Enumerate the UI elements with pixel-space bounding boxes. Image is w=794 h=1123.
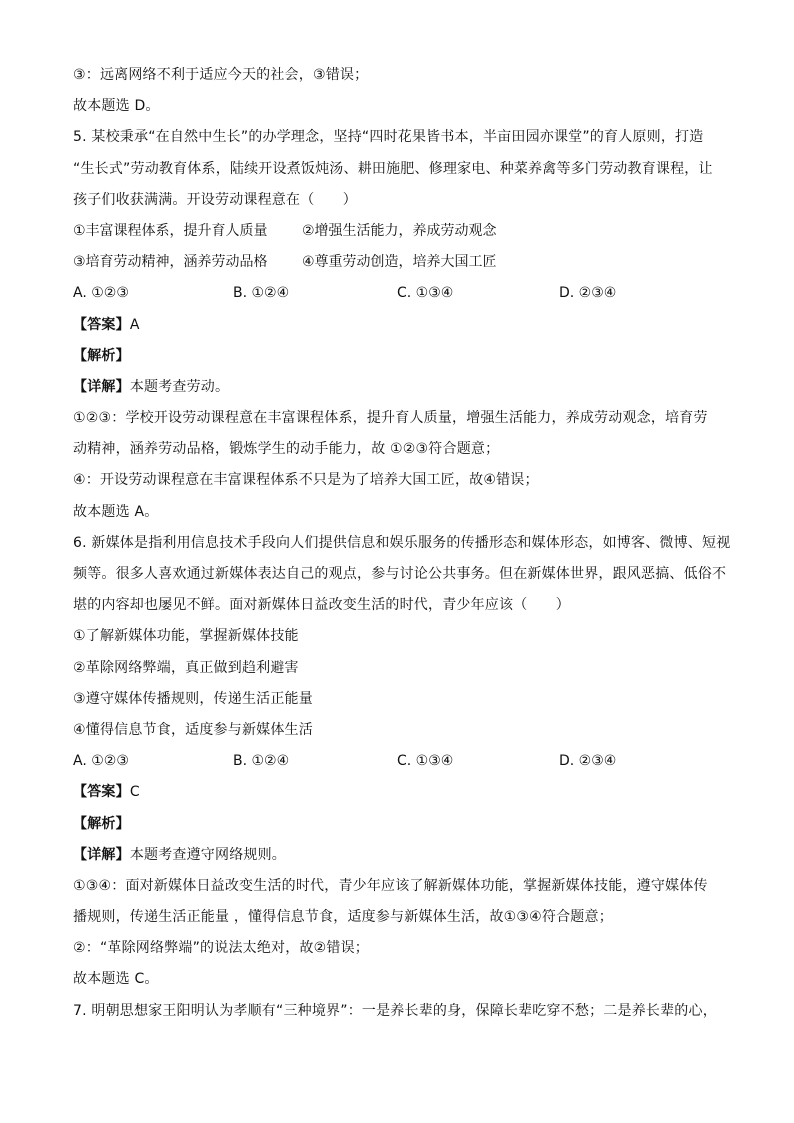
q5-options-row <box>73 278 723 309</box>
q6-item: ①了解新媒体功能，掌握新媒体技能 <box>73 628 299 645</box>
q5-option-d: D. ②③④ <box>559 285 617 302</box>
q6-item: ②革除网络弊端，真正做到趋利避害 <box>73 659 299 676</box>
q6-option-d: D. ②③④ <box>559 753 617 770</box>
q5-analysis-tag <box>73 341 723 372</box>
answer-tag: 【答案】 <box>73 784 130 801</box>
q5-explain-line: ④：开设劳动课程意在丰富课程体系不只是为了培养大国工匠，故④错误； <box>73 472 539 489</box>
q5-item: ④尊重劳动创造，培养大国工匠 <box>302 254 497 271</box>
q6-options-row <box>73 746 723 777</box>
q7-stem-line: 7. 明朝思想家王阳明认为孝顺有“三种境界”：一是养长辈的身，保障长辈吃穿不愁；二是养长辈的心， <box>73 1002 717 1019</box>
answer-tag: 【答案】 <box>73 316 130 333</box>
q5-stem-line: 孩子们收获满满。开设劳动课程意在（ ） <box>73 191 357 208</box>
q5-explain-line: ①②③：学校开设劳动课程意在丰富课程体系，提升育人质量，增强生活能力，养成劳动观念，培育劳 <box>73 410 708 427</box>
q5-explain-line: 动精神，涵养劳动品格，锻炼学生的动手能力，故 ①②③符合题意； <box>73 441 500 458</box>
q5-item: ①丰富课程体系，提升育人质量 <box>73 222 268 239</box>
q6-explain-line: ①③④：面对新媒体日益改变生活的时代，青少年应该了解新媒体功能，掌握新媒体技能，遵守媒体传 <box>73 877 708 894</box>
detail-tag: 【详解】 <box>73 378 130 395</box>
q5-items-row <box>73 216 723 247</box>
q5-item: ③培育劳动精神，涵养劳动品格 <box>73 254 268 271</box>
detail-tag: 【详解】 <box>73 846 130 863</box>
answer-value: C <box>129 784 140 801</box>
q6-conclusion: 故本题选 C。 <box>73 971 159 988</box>
q6-answer <box>73 777 723 808</box>
q6-option-a: A. ①②③ <box>73 753 129 770</box>
detail-text: 本题考查遵守网络规则。 <box>129 846 287 863</box>
q5-answer <box>73 310 723 341</box>
q6-item: ④懂得信息节食，适度参与新媒体生活 <box>73 721 313 738</box>
q6-stem-line: 6. 新媒体是指利用信息技术手段向人们提供信息和娱乐服务的传播形态和媒体形态，如博客、微博、短视 <box>73 534 731 551</box>
prev-tail-line: 故本题选 D。 <box>73 98 160 115</box>
q5-option-b: B. ①②④ <box>233 285 290 302</box>
q6-analysis-tag <box>73 809 723 840</box>
analysis-tag: 【解析】 <box>73 815 130 832</box>
q6-stem-line: 频等。很多人喜欢通过新媒体表达自己的观点，参与讨论公共事务。但在新媒体世界，跟风恶搞、低俗不 <box>73 566 727 582</box>
q5-items-row <box>73 247 723 278</box>
q5-option-c: C. ①③④ <box>397 285 454 302</box>
detail-text: 本题考查劳动。 <box>129 378 230 395</box>
document-content <box>73 60 731 1027</box>
answer-value: A <box>129 316 140 333</box>
q5-stem-line: “生长式”劳动教育体系，陆续开设煮饭炖汤、耕田施肥、修理家电、种菜养禽等多门劳动教育课程，让 <box>73 160 713 177</box>
q5-stem-line: 5. 某校秉承“在自然中生长”的办学理念，坚持“四时花果皆书本，半亩田园亦课堂”的育人原则，打造 <box>73 129 704 146</box>
q6-detail <box>73 840 723 871</box>
q6-explain-line: ②：“革除网络弊端”的说法太绝对，故②错误； <box>73 940 370 957</box>
q6-option-b: B. ①②④ <box>233 753 290 770</box>
analysis-tag: 【解析】 <box>73 347 130 364</box>
q6-option-c: C. ①③④ <box>397 753 454 770</box>
q5-detail <box>73 372 723 403</box>
q6-item: ③遵守媒体传播规则，传递生活正能量 <box>73 690 313 707</box>
q5-option-a: A. ①②③ <box>73 285 129 302</box>
prev-tail-line: ③：远离网络不利于适应今天的社会，③错误； <box>73 67 369 83</box>
q6-explain-line: 播规则，传递生活正能量 ，懂得信息节食，适度参与新媒体生活，故①③④符合题意； <box>73 909 613 926</box>
q5-item: ②增强生活能力，养成劳动观念 <box>302 222 497 239</box>
q6-stem-line: 堪的内容却也屡见不鲜。面对新媒体日益改变生活的时代，青少年应该（ ） <box>73 597 570 614</box>
q5-conclusion: 故本题选 A。 <box>73 503 159 520</box>
